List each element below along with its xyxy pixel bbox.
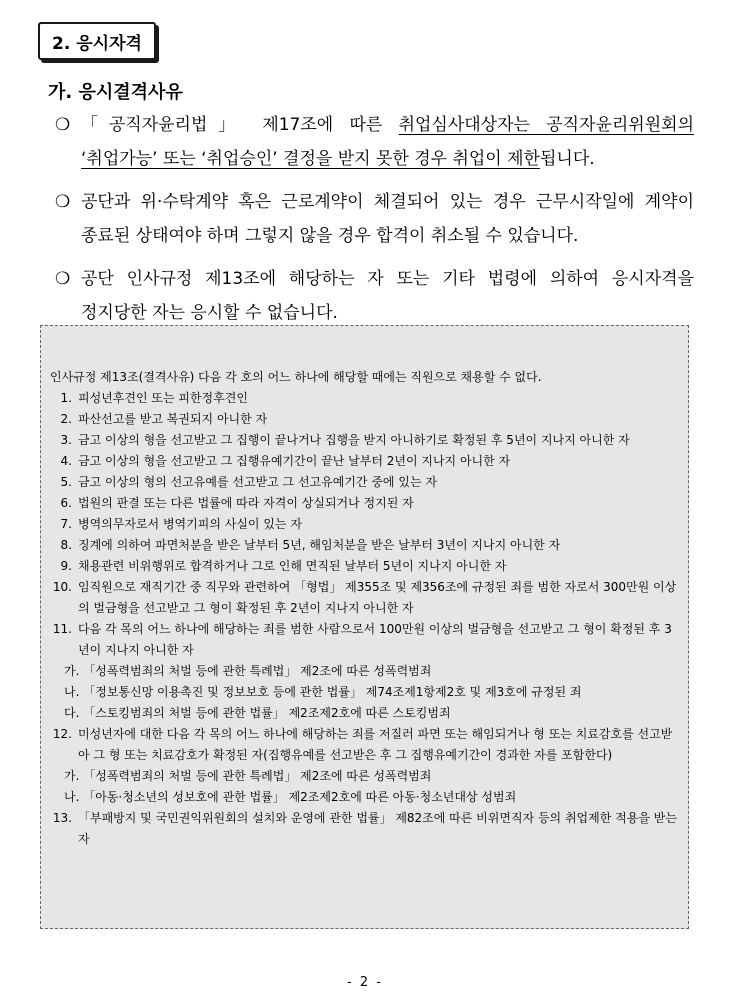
item-text: 다음 각 목의 어느 하나에 해당하는 죄를 범한 사람으로서 100만원 이상의 벌금형을 선고받고 그 형이 확정된 후 3년이 지나지 아니한 자 xyxy=(78,622,672,657)
regulation-intro: 인사규정 제13조(결격사유) 다음 각 호의 어느 하나에 해당할 때에는 직원으로 채용할 수 없다. xyxy=(50,370,542,384)
circle-bullet-icon: ❍ xyxy=(55,192,71,212)
bullet-text xyxy=(81,185,694,253)
regulation-item xyxy=(50,619,680,661)
page-number: - 2 - xyxy=(347,975,383,990)
item-number: 4. xyxy=(60,454,72,468)
regulation-item xyxy=(50,388,680,409)
item-text: 금고 이상의 형을 선고받고 그 집행유예기간이 끝난 날부터 2년이 지나지 아니한 자 xyxy=(78,454,511,468)
regulation-item xyxy=(50,808,680,850)
regulation-subitem: 나. 「아동·청소년의 성보호에 관한 법률」 제2조제2호에 따른 아동·청소년대상 성범죄 xyxy=(64,790,517,804)
text-segment: 공단 인사규정 제13조에 해당하는 자 또는 기타 법령에 의하여 응시자격을 정지당한 자는 응시할 수 없습니다. xyxy=(81,269,694,323)
item-number: 12. xyxy=(52,727,72,741)
item-number: 2. xyxy=(60,412,72,426)
item-text: 채용관련 비위행위로 합격하거나 그로 인해 면직된 날부터 5년이 지나지 아니한 자 xyxy=(78,559,507,573)
regulation-item xyxy=(50,514,680,535)
text-segment: 「공직자윤리법」 제17조에 따른 xyxy=(81,115,399,135)
section-title: 2. 응시자격 xyxy=(52,33,142,54)
item-number: 1. xyxy=(60,391,72,405)
text-segment: 됩니다. xyxy=(539,149,595,169)
regulation-item xyxy=(50,409,680,430)
circle-bullet-icon: ❍ xyxy=(55,269,71,289)
regulation-subitem: 나. 「정보통신망 이용촉진 및 정보보호 등에 관한 법률」 제74조제1항제2호 및 제3호에 규정된 죄 xyxy=(64,685,582,699)
item-number: 3. xyxy=(60,433,72,447)
regulation-subitem: 가. 「성폭력범죄의 처벌 등에 관한 특례법」 제2조에 따른 성폭력범죄 xyxy=(64,769,432,783)
item-text: 금고 이상의 형의 선고유예를 선고받고 그 선고유예기간 중에 있는 자 xyxy=(78,475,437,489)
bullet-text xyxy=(81,108,694,176)
item-text: 금고 이상의 형을 선고받고 그 집행이 끝나거나 집행을 받지 아니하기로 확정된 후 5년이 지나지 아니한 자 xyxy=(78,433,630,447)
item-text: 피성년후견인 또는 피한정후견인 xyxy=(78,391,248,405)
item-text: 임직원으로 재직기간 중 직무와 관련하여 「형법」 제355조 및 제356조에 규정된 죄를 범한 자로서 300만원 이상의 벌금형을 선고받고 그 형이 확정된 후 2년이 지나지 아니한 자 xyxy=(78,580,677,615)
circle-bullet-icon: ❍ xyxy=(55,115,71,135)
section-title-box xyxy=(38,22,156,60)
bullet-item xyxy=(50,108,694,176)
regulation-item xyxy=(50,535,680,556)
item-text: 「부패방지 및 국민권익위원회의 설치와 운영에 관한 법률」 제82조에 따른 비위면직자 등의 취업제한 적용을 받는 자 xyxy=(78,811,677,846)
regulation-subitem: 가. 「성폭력범죄의 처벌 등에 관한 특례법」 제2조에 따른 성폭력범죄 xyxy=(64,664,432,678)
bullet-list xyxy=(50,108,694,339)
regulation-item xyxy=(50,472,680,493)
item-text: 병역의무자로서 병역기피의 사실이 있는 자 xyxy=(78,517,302,531)
item-number: 11. xyxy=(52,622,72,636)
item-number: 7. xyxy=(60,517,72,531)
bullet-item xyxy=(50,185,694,253)
underlined-text: 취업심사대상자는 공직자윤리위원회의 ‘취업가능’ 또는 ‘취업승인’ 결정을 받지 못한 경우 취업이 제한 xyxy=(81,115,694,169)
regulation-item xyxy=(50,577,680,619)
regulation-item xyxy=(50,451,680,472)
bullet-text xyxy=(81,262,694,330)
regulation-item xyxy=(50,493,680,514)
item-number: 9. xyxy=(60,559,72,573)
regulation-text xyxy=(50,367,680,850)
sub-heading: 가. 응시결격사유 xyxy=(48,82,183,103)
regulation-item xyxy=(50,556,680,577)
item-text: 파산선고를 받고 복권되지 아니한 자 xyxy=(78,412,268,426)
regulation-box xyxy=(40,325,689,929)
text-segment: 공단과 위·수탁계약 혹은 근로계약이 체결되어 있는 경우 근무시작일에 계약이 종료된 상태여야 하며 그렇지 않을 경우 합격이 취소될 수 있습니다. xyxy=(81,192,694,246)
regulation-item xyxy=(50,430,680,451)
item-text: 징계에 의하여 파면처분을 받은 날부터 5년, 해임처분을 받은 날부터 3년이 지나지 아니한 자 xyxy=(78,538,561,552)
item-text: 미성년자에 대한 다음 각 목의 어느 하나에 해당하는 죄를 저질러 파면 또는 해임되거나 형 또는 치료감호를 선고받아 그 형 또는 치료감호가 확정된 자(집행유예를 선고받은 후 그 집행유예기간이 경과한 자를 포함한다) xyxy=(78,727,673,762)
item-number: 10. xyxy=(52,580,72,594)
item-number: 8. xyxy=(60,538,72,552)
bullet-item xyxy=(50,262,694,330)
regulation-subitem: 다. 「스토킹범죄의 처벌 등에 관한 법률」 제2조제2호에 따른 스토킹범죄 xyxy=(64,706,451,720)
item-number: 5. xyxy=(60,475,72,489)
item-number: 6. xyxy=(60,496,72,510)
item-text: 법원의 판결 또는 다른 법률에 따라 자격이 상실되거나 정지된 자 xyxy=(78,496,414,510)
regulation-item xyxy=(50,724,680,766)
item-number: 13. xyxy=(52,811,72,825)
